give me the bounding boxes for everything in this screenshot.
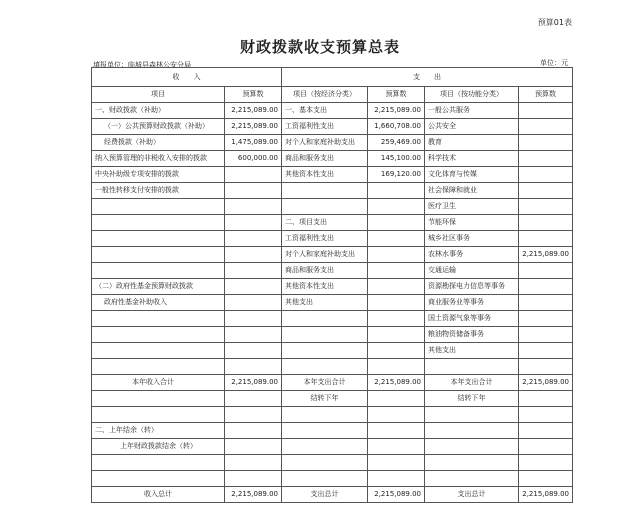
econ-amount: 2,215,089.00 [368, 487, 425, 503]
income-amount [225, 215, 282, 231]
econ-amount: 145,100.00 [368, 151, 425, 167]
econ-item: 二、项目支出 [282, 215, 368, 231]
econ-amount [368, 471, 425, 487]
income-amount [225, 183, 282, 199]
table-row [92, 103, 573, 119]
income-amount [225, 167, 282, 183]
func-item: 公共安全 [425, 119, 519, 135]
income-amount [225, 295, 282, 311]
income-item: （二）政府性基金预算财政拨款 [92, 279, 225, 295]
func-amount: 2,215,089.00 [519, 247, 573, 263]
econ-amount [368, 423, 425, 439]
table-row [92, 295, 573, 311]
income-amount [225, 455, 282, 471]
table-row [92, 231, 573, 247]
econ-amount [368, 231, 425, 247]
econ-amount [368, 439, 425, 455]
econ-item [282, 311, 368, 327]
income-amount [225, 311, 282, 327]
income-amount [225, 423, 282, 439]
func-amount [519, 455, 573, 471]
func-item: 交通运输 [425, 263, 519, 279]
func-item: 支出总计 [425, 487, 519, 503]
table-row [92, 199, 573, 215]
income-amount [225, 439, 282, 455]
econ-amount: 2,215,089.00 [368, 103, 425, 119]
income-item [92, 247, 225, 263]
col-header-item: 项目 [92, 87, 225, 103]
income-amount: 600,000.00 [225, 151, 282, 167]
func-item [425, 359, 519, 375]
income-item: 经费拨款（补助） [92, 135, 225, 151]
income-item: 纳入预算管理的非税收入安排的拨款 [92, 151, 225, 167]
table-code: 预算01表 [537, 18, 572, 27]
income-item [92, 359, 225, 375]
income-amount [225, 327, 282, 343]
func-amount: 2,215,089.00 [519, 487, 573, 503]
income-item [92, 199, 225, 215]
func-item: 社会保障和就业 [425, 183, 519, 199]
table-row [92, 423, 573, 439]
econ-amount [368, 311, 425, 327]
econ-item: 对个人和家庭补助支出 [282, 135, 368, 151]
income-amount [225, 199, 282, 215]
col-header-budget: 预算数 [225, 87, 282, 103]
func-amount [519, 119, 573, 135]
econ-amount [368, 343, 425, 359]
income-amount [225, 247, 282, 263]
func-item: 城乡社区事务 [425, 231, 519, 247]
func-amount [519, 215, 573, 231]
econ-item [282, 455, 368, 471]
econ-amount [368, 455, 425, 471]
func-item: 资源勘探电力信息等事务 [425, 279, 519, 295]
table-row [92, 407, 573, 423]
func-amount [519, 311, 573, 327]
econ-amount [368, 183, 425, 199]
econ-amount: 2,215,089.00 [368, 375, 425, 391]
income-item: 政府性基金补助收入 [92, 295, 225, 311]
table-row [92, 167, 573, 183]
col-header-budget: 预算数 [368, 87, 425, 103]
func-amount [519, 199, 573, 215]
income-item [92, 391, 225, 407]
table-row [92, 135, 573, 151]
func-item [425, 471, 519, 487]
func-item: 节能环保 [425, 215, 519, 231]
income-item [92, 327, 225, 343]
expense-header: 支 出 [282, 68, 573, 87]
currency-unit: 单位：元 [540, 59, 568, 67]
func-item: 一般公共服务 [425, 103, 519, 119]
income-amount: 2,215,089.00 [225, 103, 282, 119]
income-amount: 2,215,089.00 [225, 375, 282, 391]
income-amount [225, 471, 282, 487]
income-amount [225, 231, 282, 247]
func-amount [519, 439, 573, 455]
func-amount: 2,215,089.00 [519, 375, 573, 391]
func-item: 医疗卫生 [425, 199, 519, 215]
col-header-func: 项目（按功能分类） [425, 87, 519, 103]
income-item [92, 215, 225, 231]
econ-amount: 169,120.00 [368, 167, 425, 183]
econ-item: 工资福利性支出 [282, 231, 368, 247]
income-amount: 2,215,089.00 [225, 487, 282, 503]
income-item [92, 455, 225, 471]
func-item: 结转下年 [425, 391, 519, 407]
func-amount [519, 183, 573, 199]
econ-item: 工资福利性支出 [282, 119, 368, 135]
econ-amount: 259,469.00 [368, 135, 425, 151]
func-item: 教育 [425, 135, 519, 151]
func-amount [519, 167, 573, 183]
col-header-econ: 项目（按经济分类） [282, 87, 368, 103]
table-row [92, 247, 573, 263]
func-amount [519, 279, 573, 295]
table-row [92, 439, 573, 455]
func-amount [519, 295, 573, 311]
table-row [92, 215, 573, 231]
func-item: 文化体育与传媒 [425, 167, 519, 183]
func-item: 国土资源气象等事务 [425, 311, 519, 327]
econ-item: 其他支出 [282, 295, 368, 311]
econ-item: 一、基本支出 [282, 103, 368, 119]
econ-item: 商品和服务支出 [282, 263, 368, 279]
income-amount [225, 263, 282, 279]
table-row [92, 119, 573, 135]
income-header: 收 入 [92, 68, 282, 87]
income-item: 二、上年结余（转） [92, 423, 225, 439]
table-row [92, 471, 573, 487]
income-item: 中央补助级专项安排的拨款 [92, 167, 225, 183]
table-row [92, 151, 573, 167]
col-header-budget: 预算数 [519, 87, 573, 103]
income-item: 本年收入合计 [92, 375, 225, 391]
func-item: 农林水事务 [425, 247, 519, 263]
func-item [425, 423, 519, 439]
income-amount [225, 359, 282, 375]
econ-item: 其他资本性支出 [282, 279, 368, 295]
econ-item [282, 471, 368, 487]
income-item [92, 263, 225, 279]
econ-item [282, 407, 368, 423]
econ-item: 本年支出合计 [282, 375, 368, 391]
func-amount [519, 391, 573, 407]
econ-amount [368, 407, 425, 423]
func-item: 科学技术 [425, 151, 519, 167]
subtotal-row [92, 375, 573, 391]
func-item: 本年支出合计 [425, 375, 519, 391]
table-row [92, 391, 573, 407]
income-item: 一、财政拨款（补助） [92, 103, 225, 119]
income-amount [225, 343, 282, 359]
func-amount [519, 407, 573, 423]
table-row [92, 327, 573, 343]
func-amount [519, 263, 573, 279]
econ-item: 对个人和家庭补助支出 [282, 247, 368, 263]
income-item: 一般性转移支付安排的拨款 [92, 183, 225, 199]
econ-amount [368, 247, 425, 263]
func-amount [519, 103, 573, 119]
econ-item [282, 199, 368, 215]
econ-item [282, 423, 368, 439]
econ-amount: 1,660,708.00 [368, 119, 425, 135]
income-item [92, 343, 225, 359]
income-item: 收入总计 [92, 487, 225, 503]
table-row [92, 359, 573, 375]
table-row [92, 455, 573, 471]
econ-amount [368, 215, 425, 231]
table-row [92, 183, 573, 199]
income-item [92, 471, 225, 487]
econ-amount [368, 199, 425, 215]
reporting-unit: 填报单位：临城县森林公安分局 [93, 61, 191, 69]
func-amount [519, 359, 573, 375]
econ-item: 其他资本性支出 [282, 167, 368, 183]
econ-amount [368, 391, 425, 407]
func-item: 商业服务业等事务 [425, 295, 519, 311]
econ-item [282, 359, 368, 375]
econ-item: 商品和服务支出 [282, 151, 368, 167]
econ-amount [368, 295, 425, 311]
table-row [92, 311, 573, 327]
income-amount [225, 407, 282, 423]
budget-table [91, 67, 573, 503]
table-row [92, 343, 573, 359]
econ-item [282, 327, 368, 343]
func-amount [519, 343, 573, 359]
income-amount: 1,475,089.00 [225, 135, 282, 151]
income-amount [225, 279, 282, 295]
func-item [425, 439, 519, 455]
func-amount [519, 151, 573, 167]
page-title: 财政拨款收支预算总表 [239, 38, 400, 56]
func-amount [519, 231, 573, 247]
econ-item: 支出总计 [282, 487, 368, 503]
econ-amount [368, 327, 425, 343]
econ-item [282, 343, 368, 359]
income-item: 上年财政拨款结余（转） [92, 439, 225, 455]
econ-item [282, 183, 368, 199]
table-row [92, 263, 573, 279]
econ-amount [368, 263, 425, 279]
income-item [92, 311, 225, 327]
func-amount [519, 471, 573, 487]
column-header-row [92, 87, 573, 103]
func-item [425, 407, 519, 423]
income-amount: 2,215,089.00 [225, 119, 282, 135]
table-row [92, 279, 573, 295]
func-item: 粮油物资储备事务 [425, 327, 519, 343]
func-item [425, 455, 519, 471]
income-amount [225, 391, 282, 407]
income-item [92, 407, 225, 423]
income-item: （一）公共预算财政拨款（补助） [92, 119, 225, 135]
econ-amount [368, 279, 425, 295]
econ-item: 结转下年 [282, 391, 368, 407]
econ-item [282, 439, 368, 455]
func-amount [519, 327, 573, 343]
func-amount [519, 423, 573, 439]
grand-total-row [92, 487, 573, 503]
econ-amount [368, 359, 425, 375]
section-header-row [92, 68, 573, 87]
func-amount [519, 135, 573, 151]
func-item: 其他支出 [425, 343, 519, 359]
income-item [92, 231, 225, 247]
